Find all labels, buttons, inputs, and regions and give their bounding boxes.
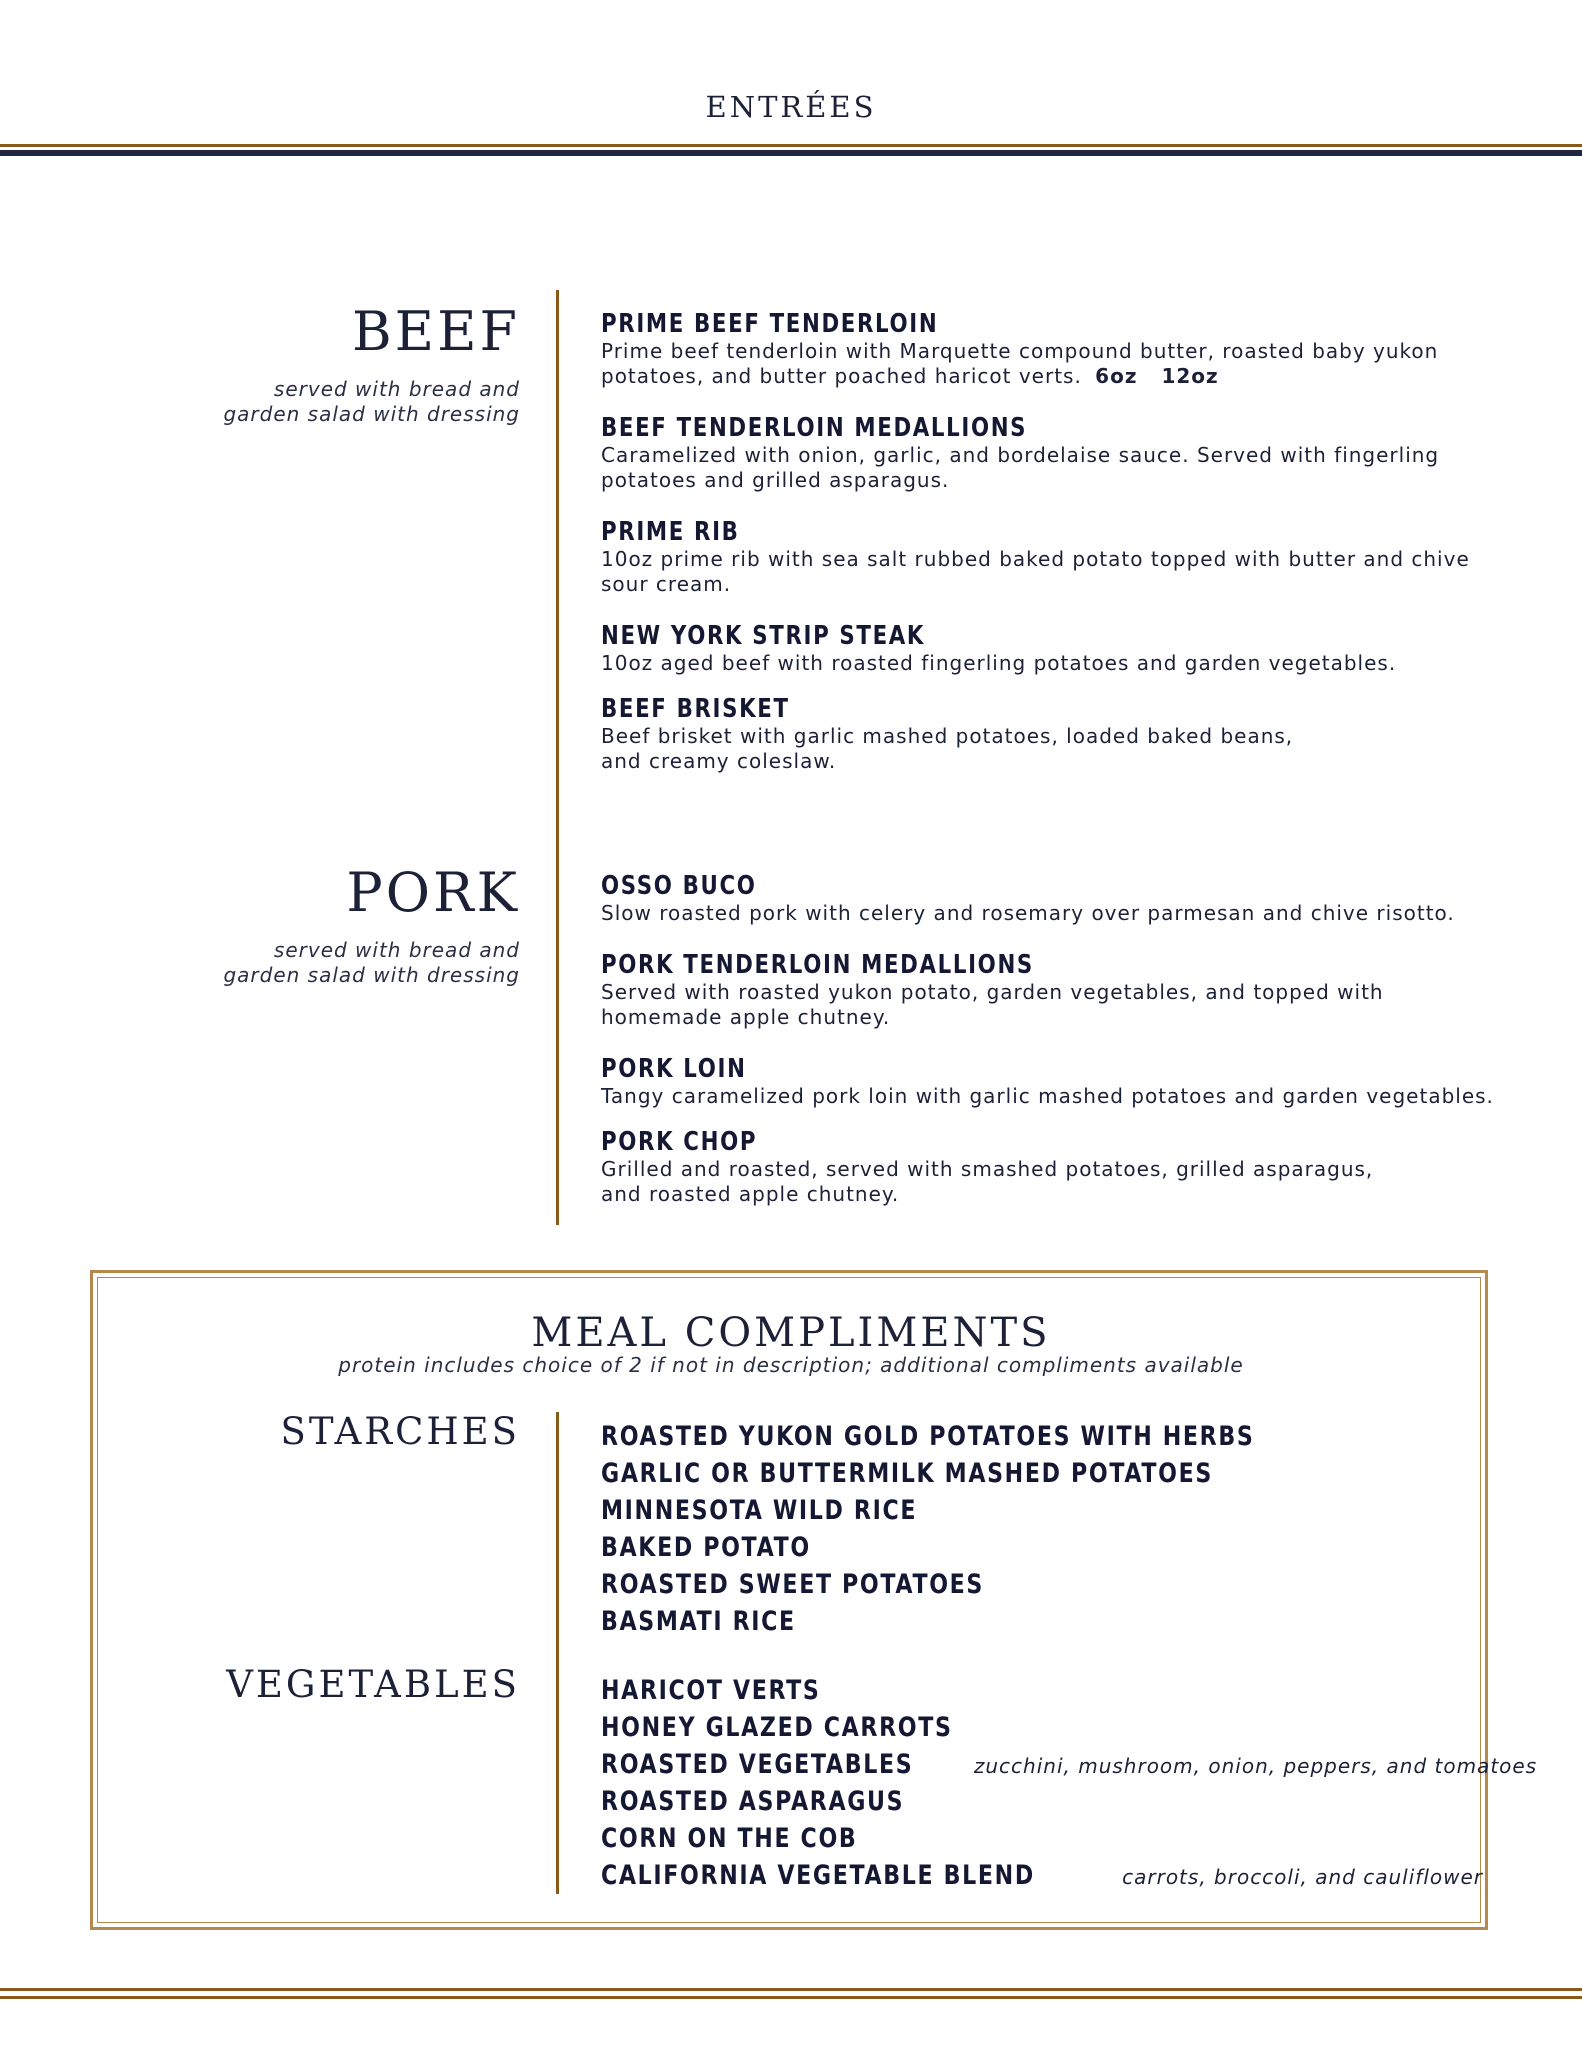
menu-item-description bbox=[601, 1157, 1501, 1207]
vegetable-note: zucchini, mushroom, onion, peppers, and tomatoes bbox=[973, 1754, 1538, 1778]
size-option-12oz: 12oz bbox=[1161, 364, 1219, 388]
list-item bbox=[601, 1857, 1501, 1894]
entrees-divider-line bbox=[556, 290, 559, 1225]
header-rule-brown bbox=[0, 144, 1582, 147]
description-line: Prime beef tenderloin with Marquette compound butter, roasted baby yukon bbox=[601, 339, 1439, 363]
starch-name: BAKED POTATO bbox=[601, 1532, 811, 1563]
description-line bbox=[601, 364, 1501, 389]
pork-items bbox=[601, 871, 1501, 1231]
beef-items bbox=[601, 309, 1501, 798]
menu-item-description bbox=[601, 651, 1501, 676]
menu-item-description bbox=[601, 547, 1501, 597]
beef-subtitle-line1: served with bread and bbox=[273, 377, 520, 401]
list-item bbox=[601, 1709, 1501, 1746]
footer-rule-brown-bottom bbox=[0, 1996, 1582, 1999]
menu-item-name: PORK TENDERLOIN MEDALLIONS bbox=[601, 950, 1034, 980]
list-item bbox=[601, 1783, 1501, 1820]
vegetable-name: CORN ON THE COB bbox=[601, 1823, 858, 1854]
menu-item-name: PRIME BEEF TENDERLOIN bbox=[601, 309, 939, 339]
compliments-title: MEAL COMPLIMENTS bbox=[531, 1310, 1051, 1356]
menu-item bbox=[601, 621, 1501, 676]
beef-heading bbox=[223, 300, 520, 427]
menu-item bbox=[601, 517, 1501, 597]
vegetable-name: HARICOT VERTS bbox=[601, 1675, 821, 1706]
menu-item-name: BEEF TENDERLOIN MEDALLIONS bbox=[601, 413, 1028, 443]
starches-list bbox=[601, 1418, 1501, 1640]
starches-title: STARCHES bbox=[280, 1410, 520, 1453]
vegetable-name: CALIFORNIA VEGETABLE BLEND bbox=[601, 1860, 1035, 1891]
description-line: 10oz prime rib with sea salt rubbed baked potato topped with butter and chive bbox=[601, 547, 1470, 571]
description-line: 10oz aged beef with roasted fingerling potatoes and garden vegetables. bbox=[601, 651, 1397, 675]
footer-rule-brown-top bbox=[0, 1988, 1582, 1991]
pork-subtitle-line1: served with bread and bbox=[273, 938, 520, 962]
description-line: Tangy caramelized pork loin with garlic mashed potatoes and garden vegetables. bbox=[601, 1084, 1494, 1108]
menu-item bbox=[601, 1054, 1501, 1109]
list-item bbox=[601, 1566, 1501, 1603]
menu-item-name: PRIME RIB bbox=[601, 517, 740, 547]
description-line: Served with roasted yukon potato, garden vegetables, and topped with bbox=[601, 980, 1384, 1004]
menu-item bbox=[601, 309, 1501, 389]
vegetable-name: ROASTED ASPARAGUS bbox=[601, 1786, 905, 1817]
list-item bbox=[601, 1746, 1538, 1783]
beef-title: BEEF bbox=[352, 300, 520, 363]
description-line: Slow roasted pork with celery and rosemary over parmesan and chive risotto. bbox=[601, 901, 1455, 925]
menu-item-description bbox=[601, 1084, 1501, 1109]
starch-name: BASMATI RICE bbox=[601, 1606, 796, 1637]
description-line: Caramelized with onion, garlic, and bordelaise sauce. Served with fingerling bbox=[601, 443, 1440, 467]
description-text: potatoes, and butter poached haricot verts. bbox=[601, 364, 1082, 388]
menu-item-description bbox=[601, 339, 1501, 389]
description-line: sour cream. bbox=[601, 572, 732, 596]
menu-item bbox=[601, 1127, 1501, 1207]
menu-item-name: BEEF BRISKET bbox=[601, 694, 790, 724]
description-line: and creamy coleslaw. bbox=[601, 749, 837, 773]
header-rule-navy bbox=[0, 150, 1582, 156]
pork-title: PORK bbox=[346, 861, 520, 924]
list-item bbox=[601, 1672, 1501, 1709]
pork-subtitle-line2: garden salad with dressing bbox=[223, 963, 520, 987]
compliments-divider-line bbox=[556, 1412, 559, 1894]
starch-name: MINNESOTA WILD RICE bbox=[601, 1495, 918, 1526]
page-title: ENTRÉES bbox=[705, 90, 877, 124]
starch-name: GARLIC OR BUTTERMILK MASHED POTATOES bbox=[601, 1458, 1213, 1489]
list-item bbox=[601, 1418, 1501, 1455]
list-item bbox=[601, 1455, 1501, 1492]
menu-item-description bbox=[601, 724, 1501, 774]
vegetables-title: VEGETABLES bbox=[226, 1663, 520, 1706]
list-item bbox=[601, 1603, 1501, 1640]
menu-item bbox=[601, 950, 1501, 1030]
vegetable-name: HONEY GLAZED CARROTS bbox=[601, 1712, 953, 1743]
menu-item-description bbox=[601, 980, 1501, 1030]
list-item bbox=[601, 1820, 1501, 1857]
menu-item-name: OSSO BUCO bbox=[601, 871, 757, 901]
menu-item bbox=[601, 871, 1501, 926]
vegetables-list bbox=[601, 1672, 1538, 1894]
description-line: homemade apple chutney. bbox=[601, 1005, 891, 1029]
pork-subtitle bbox=[223, 938, 520, 988]
description-line: potatoes and grilled asparagus. bbox=[601, 468, 950, 492]
size-option-6oz: 6oz bbox=[1095, 364, 1138, 388]
vegetable-note: carrots, broccoli, and cauliflower bbox=[1122, 1865, 1483, 1889]
beef-subtitle bbox=[223, 377, 520, 427]
starch-name: ROASTED SWEET POTATOES bbox=[601, 1569, 985, 1600]
menu-item-name: PORK LOIN bbox=[601, 1054, 747, 1084]
description-line: Beef brisket with garlic mashed potatoes, loaded baked beans, bbox=[601, 724, 1294, 748]
list-item bbox=[601, 1492, 1501, 1529]
menu-item bbox=[601, 413, 1501, 493]
menu-item-description bbox=[601, 901, 1501, 926]
menu-item-name: NEW YORK STRIP STEAK bbox=[601, 621, 926, 651]
description-line: Grilled and roasted, served with smashed potatoes, grilled asparagus, bbox=[601, 1157, 1374, 1181]
vegetable-name: ROASTED VEGETABLES bbox=[601, 1749, 914, 1780]
starch-name: ROASTED YUKON GOLD POTATOES WITH HERBS bbox=[601, 1421, 1255, 1452]
beef-subtitle-line2: garden salad with dressing bbox=[223, 402, 520, 426]
menu-item-name: PORK CHOP bbox=[601, 1127, 758, 1157]
description-line: and roasted apple chutney. bbox=[601, 1182, 900, 1206]
compliments-subtitle: protein includes choice of 2 if not in description; additional compliments available bbox=[338, 1353, 1244, 1377]
list-item bbox=[601, 1529, 1501, 1566]
pork-heading bbox=[223, 861, 520, 988]
menu-item bbox=[601, 694, 1501, 774]
menu-item-description bbox=[601, 443, 1501, 493]
